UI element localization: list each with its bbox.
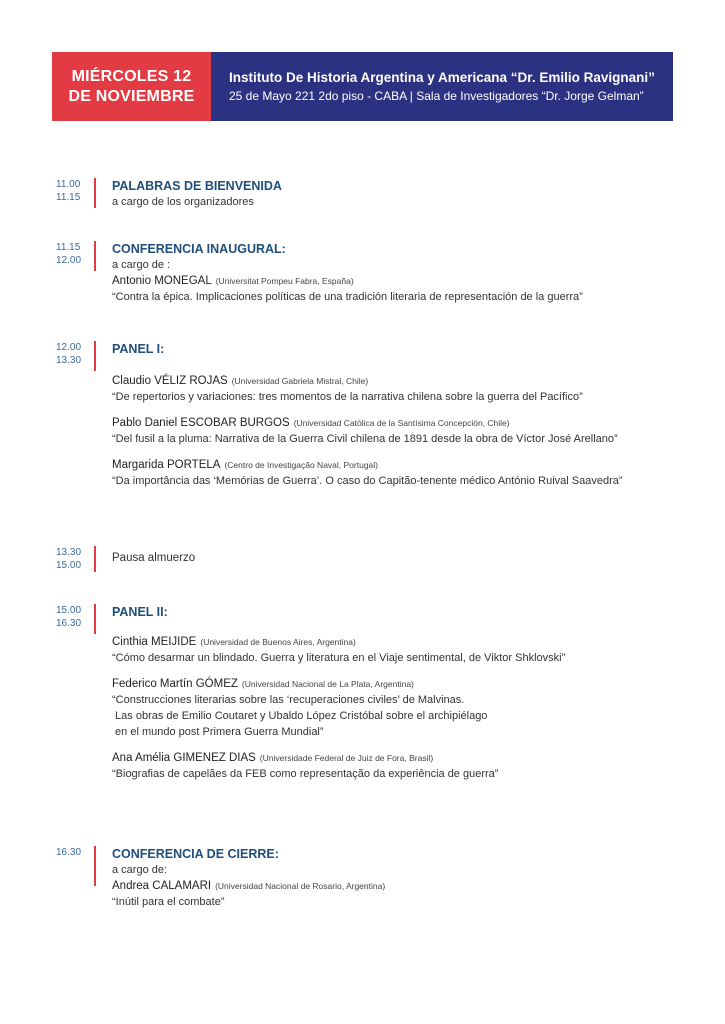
session-title: Pausa almuerzo: [112, 552, 196, 564]
speaker-affiliation: (Universidad Nacional de La Plata, Argentina): [241, 679, 414, 689]
talk-title: “Cómo desarmar un blindado. Guerra y literatura en el Viaje sentimental, de Viktor Shklovski”: [112, 652, 566, 664]
speaker-entry: [112, 634, 702, 650]
venue-title: Instituto De Historia Argentina y Americana “Dr. Emilio Ravignani”: [229, 69, 655, 85]
session-note: a cargo de los organizadores: [112, 196, 254, 208]
session-note: a cargo de :: [112, 259, 171, 271]
speaker-affiliation: (Universidad Católica de la Santísima Concepción, Chile): [293, 418, 510, 428]
talk-title-line: “Construcciones literarias sobre las ‘recuperaciones civiles’ de Malvinas.: [112, 694, 465, 706]
talk-title: “Inútil para el combate”: [112, 896, 225, 908]
speaker-name: Antonio MONEGAL: [112, 275, 212, 287]
speaker-entry: [112, 676, 702, 692]
session-times: [56, 546, 90, 572]
session-bar: [94, 341, 96, 371]
venue-box: [211, 52, 673, 121]
session-title: CONFERENCIA INAUGURAL:: [112, 242, 286, 256]
start-time: 11.00: [56, 179, 81, 190]
speaker-name: Pablo Daniel ESCOBAR BURGOS: [112, 417, 290, 429]
date-box: [52, 52, 211, 121]
speaker-entry: [112, 750, 702, 766]
end-time: 13.30: [56, 355, 82, 366]
session-times: [56, 341, 90, 367]
session-note: a cargo de:: [112, 864, 168, 876]
session-bar: [94, 178, 96, 208]
end-time: 12.00: [56, 255, 82, 266]
talk-title: “Contra la épica. Implicaciones políticas de una tradición literaria de representación de la guerra”: [112, 291, 583, 303]
speaker-entry: [112, 878, 702, 894]
talk-title-line: en el mundo post Primera Guerra Mundial”: [112, 726, 324, 738]
session-bar: [94, 546, 96, 572]
speaker-name: Federico Martín GÓMEZ: [112, 678, 238, 690]
end-time: 15.00: [56, 560, 82, 571]
end-time: 11.15: [56, 192, 81, 203]
talk-title: “Da importância das ‘Memórias de Guerra’. O caso do Capitão-tenente médico António Ruival Saavedra”: [112, 475, 623, 487]
date-line-1: MIÉRCOLES 12: [71, 67, 192, 85]
session-bar: [94, 241, 96, 271]
speaker-name: Claudio VÉLIZ ROJAS: [112, 375, 228, 387]
session-times: [56, 604, 90, 630]
start-time: 12.00: [56, 342, 82, 353]
speaker-entry: [112, 457, 702, 473]
venue-address: 25 de Mayo 221 2do piso - CABA | Sala de Investigadores “Dr. Jorge Gelman”: [229, 88, 644, 103]
session-times: [56, 241, 90, 267]
speaker-affiliation: (Universidade Federal de Juiz de Fora, Brasil): [259, 753, 434, 763]
session-title: CONFERENCIA DE CIERRE:: [112, 847, 279, 861]
speaker-entry: [112, 273, 702, 289]
talk-title: “Biografias de capelães da FEB como representação da experiência de guerra”: [112, 768, 499, 780]
speaker-affiliation: (Universidad de Buenos Aires, Argentina): [200, 637, 356, 647]
speaker-entry: [112, 415, 702, 431]
event-header: [52, 52, 673, 121]
end-time: 16.30: [56, 618, 82, 629]
speaker-name: Ana Amélia GIMENEZ DIAS: [112, 752, 256, 764]
speaker-name: Margarida PORTELA: [112, 459, 221, 471]
talk-title: “Del fusil a la pluma: Narrativa de la Guerra Civil chilena de 1891 desde la obra de Víctor José Arellano”: [112, 433, 618, 445]
talk-title-line: Las obras de Emilio Coutaret y Ubaldo López Cristóbal sobre el archipiélago: [112, 710, 488, 722]
speaker-name: Cinthia MEIJIDE: [112, 636, 197, 648]
session-bar: [94, 846, 96, 886]
start-time: 13.30: [56, 547, 82, 558]
speaker-name: Andrea CALAMARI: [112, 880, 212, 892]
session-times: [56, 846, 90, 859]
start-time: 11.15: [56, 242, 81, 253]
start-time: 16.30: [56, 847, 82, 858]
speaker-affiliation: (Universitat Pompeu Fabra, España): [215, 276, 354, 286]
speaker-affiliation: (Universidad Nacional de Rosario, Argentina): [215, 881, 386, 891]
speaker-entry: [112, 373, 702, 389]
talk-title: “De repertorios y variaciones: tres momentos de la narrativa chilena sobre la guerra del Pacífico”: [112, 391, 583, 403]
speaker-affiliation: (Universidad Gabriela Mistral, Chile): [231, 376, 369, 386]
session-title: PANEL I:: [112, 342, 165, 356]
session-times: [56, 178, 90, 204]
session-title: PALABRAS DE BIENVENIDA: [112, 179, 282, 193]
start-time: 15.00: [56, 605, 82, 616]
session-title: PANEL II:: [112, 605, 168, 619]
speaker-affiliation: (Centro de Investigação Naval, Portugal): [224, 460, 379, 470]
date-line-2: DE NOVIEMBRE: [68, 87, 195, 105]
session-bar: [94, 604, 96, 634]
